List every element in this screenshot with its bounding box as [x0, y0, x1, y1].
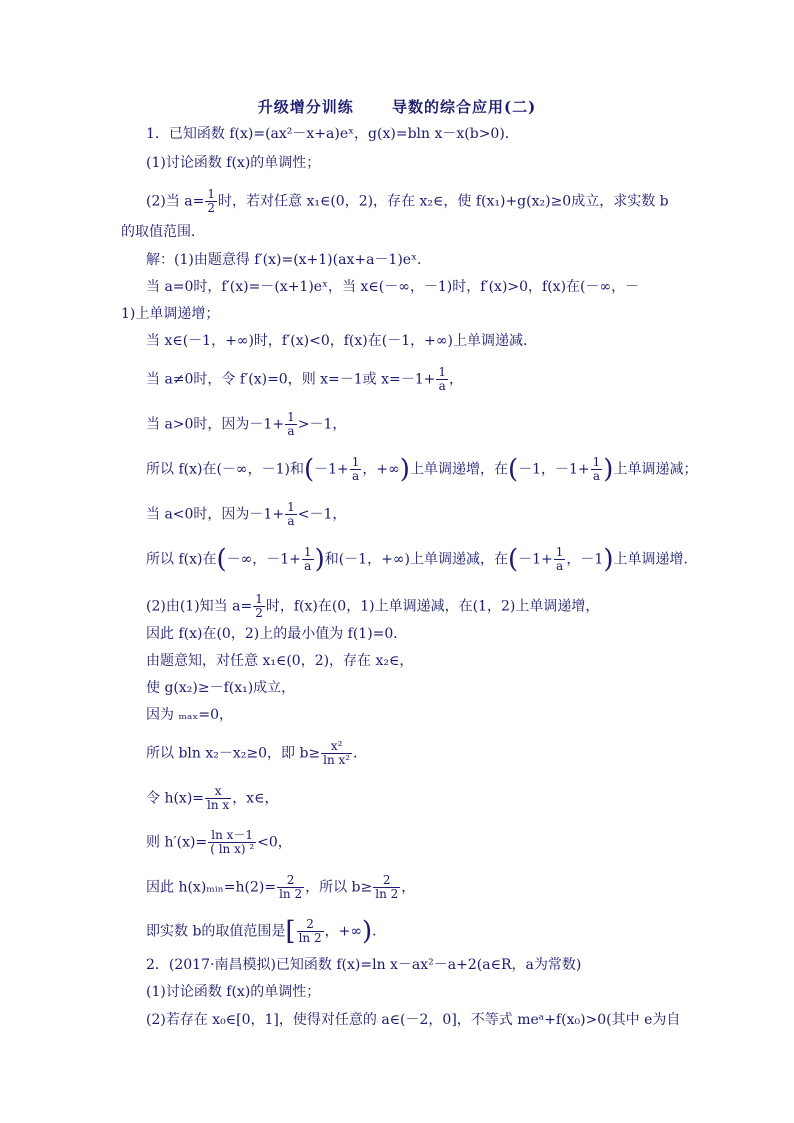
- fraction-two-over-ln2: $\frac{2}{\ln 2}$: [298, 917, 322, 945]
- fraction-one-over-a: $\frac{1}{a}$: [287, 410, 295, 438]
- title-right: 导数的综合应用(二): [392, 98, 537, 116]
- problem-2-statement: 2．(2017·南昌模拟)已知函数 f(x)=ln x－ax²－a+2(a∈R，a为常数): [146, 957, 582, 973]
- solution-inequality: 所以 bln x₂－x₂≥0，即 b≥ $\frac{\text{x²}}{\text{ln x²}}$ ．: [146, 739, 368, 767]
- solution-condition-cont: 使 g(x₂)≥－f(x₁)成立，: [146, 680, 296, 696]
- solution-min-value: 因此 f(x)在(0，2)上的最小值为 f(1)=0．: [146, 626, 408, 642]
- solution-case-a-negative: 当 a<0时，因为－1+ $\frac{1}{a}$ <－1，: [146, 500, 347, 528]
- solution-monotonic-positive: 所以 f(x)在(－∞，－1)和(－1+ $\frac{1}{a}$ ，+∞)上单调递增，在(－1，－1+ $\frac{1}{a}$ )上单调递减；: [146, 454, 698, 485]
- solution-case-a-positive: 当 a>0时，因为－1+ $\frac{1}{a}$ >－1，: [146, 410, 347, 438]
- problem-1-part-2-cont: 的取值范围．: [121, 224, 205, 240]
- fraction-one-over-a: $\frac{1}{a}$: [438, 365, 447, 393]
- title-left: 升级增分训练: [257, 98, 354, 116]
- problem-1-part-2: (2)当 a= $\frac{1}{2}$ 时，若对任意 x₁∈(0，2)，存在 x₂∈，使 f(x₁)+g(x₂)≥0成立，求实数 b: [146, 187, 669, 215]
- problem-1-part-1: (1)讨论函数 f(x)的单调性；: [146, 155, 321, 171]
- fraction-half: $\frac{1}{2}$: [255, 592, 263, 620]
- fraction-one-over-a: $\frac{1}{a}$: [351, 455, 360, 483]
- page-title: [0, 96, 794, 117]
- solution-case-a0-cont: 1)上单调递增；: [121, 306, 220, 322]
- fraction-two-over-ln2: $\frac{2}{\ln 2}$: [375, 873, 399, 901]
- problem-2-part-2: (2)若存在 x₀∈[0，1]，使得对任意的 a∈(－2，0]，不等式 meᵃ+f(x₀)>0(其中 e为自: [146, 1012, 681, 1028]
- problem-2-part-1: (1)讨论函数 f(x)的单调性；: [146, 984, 321, 1000]
- solution-case-a0-dec: 当 x∈(－1，+∞)时，f′(x)<0，f(x)在(－1，+∞)上单调递减．: [146, 333, 537, 349]
- fraction-x2-over-lnx2: $\frac{\text{x²}}{\text{ln x²}}$: [323, 739, 351, 767]
- solution-h-min: 因此 h(x)ₘᵢₙ=h(2)= $\frac{2}{\ln 2}$ ，所以 b≥ $\frac{2}{\ln 2}$ ，: [146, 873, 416, 901]
- solution-case-a-nonzero: 当 a≠0时，令 f′(x)=0，则 x=－1或 x=－1+ $\frac{1}{a}$ ，: [146, 365, 464, 393]
- problem-1-statement: 1．已知函数 f(x)=(ax²－x+a)eˣ，g(x)=bln x－x(b>0)．: [146, 126, 519, 142]
- solution-range: 即实数 b的取值范围是[ $\frac{2}{\ln 2}$ ，+∞)．: [146, 916, 387, 947]
- fraction-half: $\frac{1}{2}$: [207, 187, 215, 215]
- fraction-one-over-a: $\frac{1}{a}$: [555, 545, 564, 573]
- fraction-x-over-lnx: $\frac{x}{\text{ln x}}$: [207, 784, 230, 812]
- solution-part-2: (2)由(1)知当 a= $\frac{1}{2}$ 时，f(x)在(0，1)上单调递减，在(1，2)上单调递增，: [146, 592, 600, 620]
- solution-condition: 由题意知，对任意 x₁∈(0，2)，存在 x₂∈，: [146, 653, 414, 669]
- fraction-derivative: $\frac{\text{ln x－1}}{\text{( ln x) ²}}$: [210, 828, 255, 856]
- solution-h-derivative: 则 h′(x)= $\frac{\text{ln x－1}}{\text{( ln x) ²}}$ <0，: [146, 828, 292, 856]
- solution-define-h: 令 h(x)= $\frac{x}{\text{ln x}}$ ，x∈，: [146, 784, 279, 812]
- fraction-one-over-a: $\frac{1}{a}$: [287, 500, 295, 528]
- fraction-one-over-a: $\frac{1}{a}$: [592, 455, 601, 483]
- solution-case-a0: 当 a=0时，f′(x)=－(x+1)eˣ，当 x∈(－∞，－1)时，f′(x)>0，f(x)在(－∞，－: [146, 279, 640, 295]
- solution-intro: 解：(1)由题意得 f′(x)=(x+1)(ax+a－1)eˣ．: [146, 252, 432, 268]
- fraction-two-over-ln2: $\frac{2}{\ln 2}$: [279, 873, 303, 901]
- solution-max: 因为 ₘₐₓ=0，: [146, 707, 234, 723]
- solution-monotonic-negative: 所以 f(x)在(－∞，－1+ $\frac{1}{a}$ )和(－1，+∞)上单调递减，在(－1+ $\frac{1}{a}$ ，－1)上单调递增．: [146, 544, 698, 575]
- fraction-one-over-a: $\frac{1}{a}$: [303, 545, 312, 573]
